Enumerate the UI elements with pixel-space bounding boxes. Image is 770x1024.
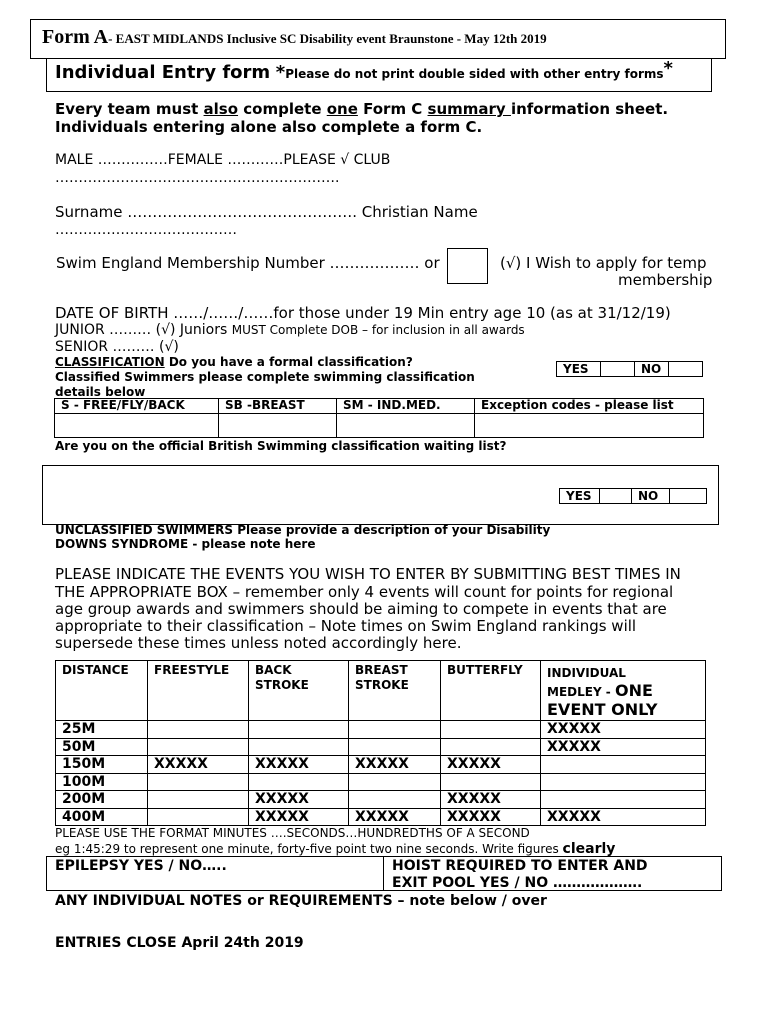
events-instructions-5: supersede these times unless noted accordingly here. <box>55 634 462 652</box>
hoist-line2[interactable]: EXIT POOL YES / NO ………………. <box>392 875 643 891</box>
temp-membership-label-1: (√) I Wish to apply for temp <box>500 254 707 272</box>
unclassified-line1: UNCLASSIFIED SWIMMERS Please provide a description of your Disability <box>55 523 551 537</box>
events-instructions-3: age group awards and swimmers should be aiming to compete in events that are <box>55 600 667 618</box>
format-note-line1: PLEASE USE THE FORMAT MINUTES ….SECONDS…HUNDREDTHS OF A SECOND <box>55 826 530 840</box>
col-freestyle: FREESTYLE <box>148 661 249 721</box>
temp-membership-label-2: membership <box>618 271 713 289</box>
class-col-sb: SB -BREAST <box>219 399 337 414</box>
class-col-s: S - FREE/FLY/BACK <box>55 399 219 414</box>
classification-question: CLASSIFICATION Do you have a formal classification? <box>55 355 413 369</box>
format-note-line2: eg 1:45:29 to represent one minute, forty-five point two nine seconds. Write figures clearly <box>55 841 616 857</box>
waiting-list-yes[interactable]: YES <box>560 489 600 503</box>
hoist-divider <box>383 856 384 891</box>
class-input-exception[interactable] <box>475 414 704 438</box>
table-row: 25M XXXXX <box>56 721 706 739</box>
date-of-birth-field[interactable]: DATE OF BIRTH ……/……/……for those under 19 Min entry age 10 (as at 31/12/19) <box>55 304 671 322</box>
membership-number-field[interactable]: Swim England Membership Number ……………… or <box>56 254 440 272</box>
team-note-line1: Every team must also complete one Form C summary information sheet. <box>55 100 669 118</box>
print-note: Please do not print double sided with other entry forms <box>285 67 664 81</box>
events-instructions-1: PLEASE INDICATE THE EVENTS YOU WISH TO ENTER BY SUBMITTING BEST TIMES IN <box>55 565 681 583</box>
class-col-exception: Exception codes - please list <box>475 399 704 414</box>
classification-no-box[interactable] <box>669 362 702 376</box>
classification-no[interactable]: NO <box>635 362 669 376</box>
entries-close: ENTRIES CLOSE April 24th 2019 <box>55 935 304 951</box>
event-title: - EAST MIDLANDS Inclusive SC Disability event Braunstone - May 12th 2019 <box>108 31 547 46</box>
table-row: 200M XXXXX XXXXX <box>56 791 706 809</box>
club-field[interactable]: ……………………………………………………. <box>55 170 340 186</box>
events-table <box>55 660 706 826</box>
classification-yes[interactable]: YES <box>557 362 601 376</box>
surname-line[interactable]: Surname ………………………………………. Christian Name <box>55 203 478 221</box>
waiting-list-yes-box[interactable] <box>600 489 632 503</box>
christian-name-field[interactable]: ………………………………… <box>55 222 237 238</box>
col-breaststroke: BREAST STROKE <box>349 661 441 721</box>
waiting-list-yes-no[interactable] <box>559 488 707 504</box>
classification-table <box>54 398 704 438</box>
unclassified-line2: DOWNS SYNDROME - please note here <box>55 537 316 551</box>
col-butterfly: BUTTERFLY <box>441 661 541 721</box>
col-individual-medley: INDIVIDUAL MEDLEY - ONE EVENT ONLY <box>541 661 706 721</box>
class-input-sb[interactable] <box>219 414 337 438</box>
epilepsy-field[interactable]: EPILEPSY YES / NO….. <box>55 858 227 874</box>
class-input-sm[interactable] <box>337 414 475 438</box>
class-col-sm: SM - IND.MED. <box>337 399 475 414</box>
senior-line[interactable]: SENIOR ……… (√) <box>55 339 179 355</box>
table-row: 50M XXXXX <box>56 739 706 756</box>
table-row: 150M XXXXX XXXXX XXXXX XXXXX <box>56 756 706 774</box>
classification-line3: details below <box>55 385 146 399</box>
events-instructions-4: appropriate to their classification – Note times on Swim England rankings will <box>55 617 637 635</box>
col-distance: DISTANCE <box>56 661 148 721</box>
waiting-list-no-box[interactable] <box>670 489 706 503</box>
form-letter: Form A <box>42 26 109 48</box>
class-input-s[interactable] <box>55 414 219 438</box>
classification-yes-no[interactable] <box>556 361 703 377</box>
junior-line[interactable]: JUNIOR ……… (√) Juniors MUST Complete DOB – for inclusion in all awards <box>55 322 525 338</box>
classification-yes-box[interactable] <box>601 362 635 376</box>
col-backstroke: BACK STROKE <box>249 661 349 721</box>
gender-club-line[interactable]: MALE ……………FEMALE …………PLEASE √ CLUB <box>55 152 391 168</box>
hoist-line1[interactable]: HOIST REQUIRED TO ENTER AND <box>392 858 648 874</box>
events-instructions-2: THE APPROPRIATE BOX – remember only 4 events will count for points for regional <box>55 583 674 601</box>
waiting-list-question: Are you on the official British Swimming classification waiting list? <box>55 439 507 453</box>
table-row: 400M XXXXX XXXXX XXXXX XXXXX <box>56 809 706 826</box>
asterisk: * <box>275 62 286 83</box>
team-note-line2: Individuals entering alone also complete a form C. <box>55 118 483 136</box>
classification-line2: Classified Swimmers please complete swimming classification <box>55 370 475 384</box>
entry-form-heading: Individual Entry form <box>55 62 271 83</box>
asterisk-2: * <box>663 58 673 79</box>
waiting-list-no[interactable]: NO <box>632 489 670 503</box>
individual-notes-line: ANY INDIVIDUAL NOTES or REQUIREMENTS – note below / over <box>55 893 547 909</box>
entry-form-title <box>55 58 673 83</box>
header-title <box>42 26 547 49</box>
temp-membership-checkbox[interactable] <box>447 248 488 284</box>
table-row: 100M <box>56 774 706 791</box>
